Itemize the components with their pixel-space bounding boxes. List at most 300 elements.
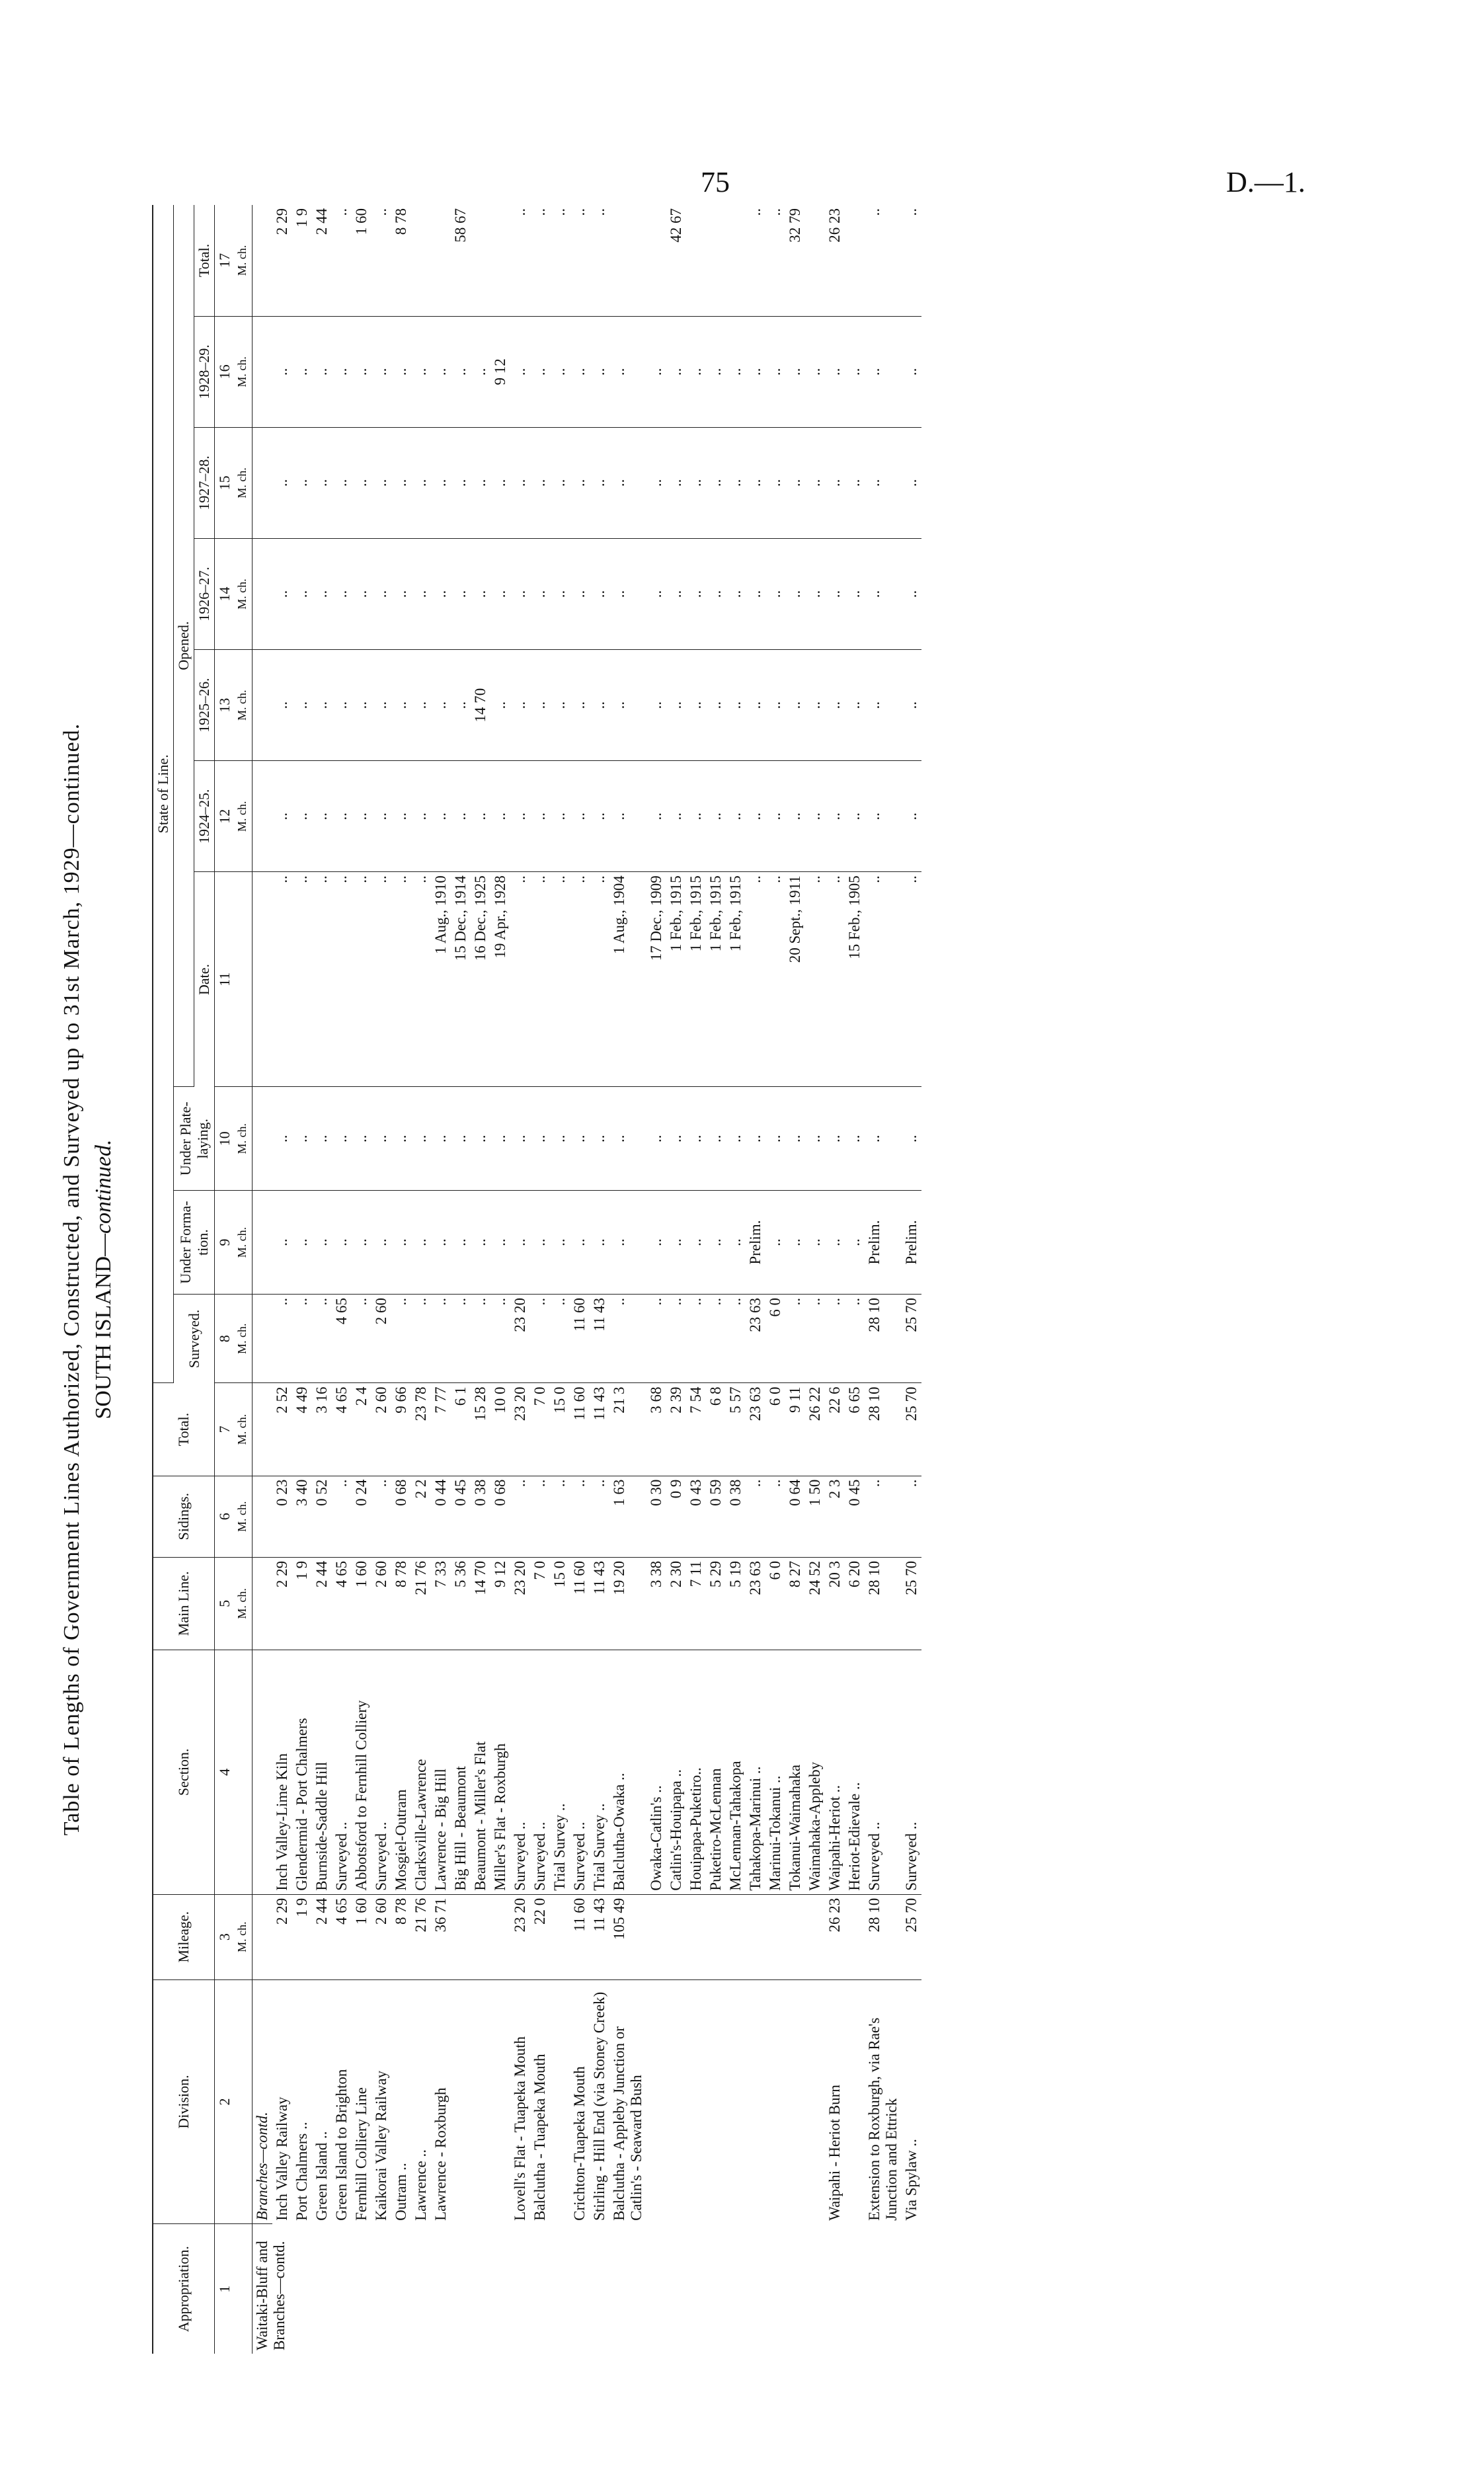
opened-1928-29-cell: .. <box>609 316 646 427</box>
opened-total-cell <box>726 205 746 316</box>
opened-1926-27-cell: .. <box>550 538 570 649</box>
opened-1924-25-cell: .. <box>805 761 825 872</box>
opened-1926-27-cell: .. <box>371 538 391 649</box>
total-cell: 11 60 <box>570 1383 590 1476</box>
opened-date-cell: 15 Dec., 1914 <box>451 872 471 1087</box>
surveyed-cell: 23 63 <box>746 1295 765 1383</box>
opened-1925-26-cell: .. <box>825 650 845 761</box>
mileage-cell <box>646 1894 666 1979</box>
table-row <box>902 205 921 2354</box>
opened-1927-28-cell: .. <box>332 427 352 538</box>
column-number-row <box>215 205 253 2354</box>
table-row <box>530 205 550 2354</box>
under-formation-cell: .. <box>570 1191 590 1295</box>
table-row <box>292 205 312 2354</box>
under-platelaying-cell: .. <box>570 1087 590 1191</box>
main-line-cell: 2 29 <box>272 1557 292 1650</box>
subtitle-continued: continued. <box>91 1139 116 1234</box>
table-row <box>371 205 391 2354</box>
opened-1928-29-cell: .. <box>312 316 332 427</box>
total-cell: 26 22 <box>805 1383 825 1476</box>
section-cell: Surveyed .. <box>570 1650 590 1894</box>
table-row <box>686 205 706 2354</box>
under-platelaying-cell: .. <box>451 1087 471 1191</box>
under-platelaying-cell: .. <box>825 1087 845 1191</box>
division-cell: Balclutha - Tuapeka Mouth <box>531 2054 548 2221</box>
opened-1925-26-cell: .. <box>570 650 590 761</box>
surveyed-cell: .. <box>726 1295 746 1383</box>
opened-1925-26-cell: .. <box>371 650 391 761</box>
division-cell <box>765 1979 785 2224</box>
division-cell: Extension to Roxburgh, via Rae's Junction and Ettrick <box>866 2017 900 2221</box>
table-subtitle <box>91 205 116 2354</box>
rotated-table-area <box>59 73 1421 2354</box>
opened-1924-25-cell: .. <box>371 761 391 872</box>
opened-date-cell: 17 Dec., 1909 <box>646 872 666 1087</box>
header-1926-27: 1926–27. <box>194 538 215 649</box>
opened-1925-26-cell: .. <box>391 650 411 761</box>
opened-1926-27-cell: .. <box>646 538 666 649</box>
table-row <box>666 205 686 2354</box>
section-cell: Beaumont - Miller's Flat <box>471 1650 490 1894</box>
opened-1926-27-cell: .. <box>765 538 785 649</box>
section-cell: McLennan-Tahakopa <box>726 1650 746 1894</box>
opened-1926-27-cell: .. <box>686 538 706 649</box>
sidings-cell: 0 45 <box>451 1476 471 1557</box>
under-platelaying-cell: .. <box>332 1087 352 1191</box>
opened-total-cell: .. <box>510 205 530 316</box>
column-number: 3 M. ch. <box>215 1894 253 1979</box>
section-cell: Trial Survey .. <box>590 1650 609 1894</box>
under-platelaying-cell: .. <box>272 1087 292 1191</box>
opened-1926-27-cell: .. <box>510 538 530 649</box>
opened-1927-28-cell: .. <box>609 427 646 538</box>
under-platelaying-cell: .. <box>352 1087 371 1191</box>
under-formation-cell: .. <box>471 1191 490 1295</box>
under-formation-cell: .. <box>845 1191 865 1295</box>
main-line-cell: 20 3 <box>825 1557 845 1650</box>
under-formation-cell: .. <box>352 1191 371 1295</box>
under-formation-cell: .. <box>609 1191 646 1295</box>
sidings-cell: 0 64 <box>785 1476 805 1557</box>
under-platelaying-cell: .. <box>785 1087 805 1191</box>
mileage-cell <box>746 1894 765 1979</box>
under-formation-cell: .. <box>805 1191 825 1295</box>
opened-1925-26-cell: .. <box>746 650 765 761</box>
under-platelaying-cell: .. <box>686 1087 706 1191</box>
opened-1927-28-cell: .. <box>371 427 391 538</box>
section-cell: Miller's Flat - Roxburgh <box>490 1650 510 1894</box>
opened-date-cell <box>253 872 273 1087</box>
opened-date-cell: 1 Feb., 1915 <box>686 872 706 1087</box>
surveyed-cell: 28 10 <box>865 1295 902 1383</box>
mileage-cell <box>706 1894 726 1979</box>
opened-1924-25-cell: .. <box>765 761 785 872</box>
opened-1926-27-cell: .. <box>471 538 490 649</box>
sidings-cell: 0 59 <box>706 1476 726 1557</box>
under-platelaying-cell: .. <box>371 1087 391 1191</box>
opened-total-cell: 42 67 <box>666 205 686 316</box>
total-cell: 28 10 <box>865 1383 902 1476</box>
surveyed-cell: 4 65 <box>332 1295 352 1383</box>
header-surveyed: Surveyed. <box>174 1295 215 1383</box>
mileage-cell <box>666 1894 686 1979</box>
sidings-cell: .. <box>765 1476 785 1557</box>
opened-date-cell: .. <box>530 872 550 1087</box>
under-formation-cell: .. <box>292 1191 312 1295</box>
sidings-cell: 0 38 <box>726 1476 746 1557</box>
subtitle-main: SOUTH ISLAND— <box>91 1234 116 1419</box>
sidings-cell: .. <box>590 1476 609 1557</box>
table-row <box>253 205 273 2354</box>
under-formation-cell: .. <box>272 1191 292 1295</box>
opened-1928-29-cell: .. <box>550 316 570 427</box>
table-row <box>609 205 646 2354</box>
opened-total-cell: .. <box>765 205 785 316</box>
surveyed-cell: 25 70 <box>902 1295 921 1383</box>
sidings-cell: 3 40 <box>292 1476 312 1557</box>
opened-1928-29-cell: .. <box>272 316 292 427</box>
mileage-cell: 22 0 <box>530 1894 550 1979</box>
opened-1927-28-cell: .. <box>490 427 510 538</box>
section-cell: Houipapa-Puketiro.. <box>686 1650 706 1894</box>
main-line-cell: 4 65 <box>332 1557 352 1650</box>
opened-total-cell: 58 67 <box>451 205 471 316</box>
surveyed-cell: .. <box>646 1295 666 1383</box>
opened-1928-29-cell: .. <box>785 316 805 427</box>
under-formation-cell: .. <box>825 1191 845 1295</box>
section-cell: Lawrence - Big Hill <box>431 1650 451 1894</box>
column-number: 10 M. ch. <box>215 1087 253 1191</box>
unit-label: M. ch. <box>235 1414 249 1445</box>
opened-1928-29-cell: .. <box>451 316 471 427</box>
unit-label: M. ch. <box>235 1226 249 1258</box>
opened-1925-26-cell: .. <box>411 650 431 761</box>
mileage-cell <box>785 1894 805 1979</box>
opened-1925-26-cell: .. <box>312 650 332 761</box>
opened-date-cell: 1 Feb., 1915 <box>666 872 686 1087</box>
opened-1924-25-cell: .. <box>530 761 550 872</box>
total-cell: 23 78 <box>411 1383 431 1476</box>
column-number: 6 M. ch. <box>215 1476 253 1557</box>
main-line-cell: 5 36 <box>451 1557 471 1650</box>
division-cell: Green Island to Brighton <box>333 2069 350 2221</box>
opened-1926-27-cell: .. <box>706 538 726 649</box>
under-formation-cell: .. <box>490 1191 510 1295</box>
sidings-cell: .. <box>371 1476 391 1557</box>
opened-1925-26-cell: .. <box>352 650 371 761</box>
opened-1924-25-cell: .. <box>706 761 726 872</box>
sidings-cell: 0 68 <box>391 1476 411 1557</box>
table-row <box>590 205 609 2354</box>
mileage-cell: 105 49 <box>609 1894 646 1979</box>
under-platelaying-cell: .. <box>411 1087 431 1191</box>
under-platelaying-cell: .. <box>312 1087 332 1191</box>
opened-1927-28-cell: .. <box>785 427 805 538</box>
under-platelaying-cell: .. <box>746 1087 765 1191</box>
under-platelaying-cell: .. <box>490 1087 510 1191</box>
opened-1926-27-cell: .. <box>391 538 411 649</box>
opened-1928-29-cell <box>253 316 273 427</box>
section-cell: Abbotsford to Fernhill Colliery <box>352 1650 371 1894</box>
table-row <box>550 205 570 2354</box>
division-cell <box>550 1979 570 2224</box>
under-formation-cell: .. <box>646 1191 666 1295</box>
column-number: 8 M. ch. <box>215 1295 253 1383</box>
section-cell: Waipahi-Heriot .. <box>825 1650 845 1894</box>
division-cell: Via Spylaw .. <box>903 2139 919 2221</box>
opened-1926-27-cell: .. <box>352 538 371 649</box>
opened-1924-25-cell: .. <box>865 761 902 872</box>
opened-1927-28-cell: .. <box>272 427 292 538</box>
division-cell: Lovell's Flat - Tuapeka Mouth <box>512 2036 528 2221</box>
opened-1926-27-cell: .. <box>312 538 332 649</box>
opened-1926-27-cell: .. <box>726 538 746 649</box>
opened-1925-26-cell: .. <box>646 650 666 761</box>
unit-label: M. ch. <box>235 467 249 499</box>
lengths-table <box>152 205 921 2354</box>
table-row <box>825 205 845 2354</box>
sidings-cell: 0 9 <box>666 1476 686 1557</box>
under-formation-cell: .. <box>686 1191 706 1295</box>
opened-1926-27-cell: .. <box>411 538 431 649</box>
under-platelaying-cell: .. <box>292 1087 312 1191</box>
mileage-cell <box>726 1894 746 1979</box>
main-line-cell: 5 19 <box>726 1557 746 1650</box>
main-line-cell <box>253 1557 273 1650</box>
unit-label: M. ch. <box>235 1123 249 1154</box>
table-row <box>785 205 805 2354</box>
opened-1926-27-cell: .. <box>785 538 805 649</box>
opened-total-cell <box>845 205 865 316</box>
opened-1925-26-cell: .. <box>332 650 352 761</box>
under-platelaying-cell: .. <box>865 1087 902 1191</box>
under-formation-cell: .. <box>785 1191 805 1295</box>
opened-1924-25-cell: .. <box>391 761 411 872</box>
table-row <box>510 205 530 2354</box>
opened-1926-27-cell: .. <box>590 538 609 649</box>
opened-1926-27-cell: .. <box>825 538 845 649</box>
main-line-cell: 23 20 <box>510 1557 530 1650</box>
header-opened: Opened. <box>174 205 194 1087</box>
opened-1926-27-cell: .. <box>292 538 312 649</box>
unit-label: M. ch. <box>235 356 249 387</box>
surveyed-cell: 23 20 <box>510 1295 530 1383</box>
opened-1924-25-cell: .. <box>646 761 666 872</box>
mileage-cell: 23 20 <box>510 1894 530 1979</box>
header-opened-total: Total. <box>194 205 215 316</box>
division-cell: Waipahi - Heriot Burn <box>826 2085 843 2221</box>
opened-date-cell: .. <box>510 872 530 1087</box>
header-under-formation: Under Forma-tion. <box>174 1191 215 1295</box>
sidings-cell: .. <box>510 1476 530 1557</box>
table-row <box>845 205 865 2354</box>
column-number: 1 <box>215 2224 253 2354</box>
header-sidings: Sidings. <box>153 1476 215 1557</box>
opened-1924-25-cell: .. <box>272 761 292 872</box>
division-cell <box>490 1979 510 2224</box>
opened-1928-29-cell: .. <box>706 316 726 427</box>
opened-1928-29-cell: .. <box>646 316 666 427</box>
opened-total-cell: .. <box>570 205 590 316</box>
sidings-cell: 1 50 <box>805 1476 825 1557</box>
main-line-cell: 9 12 <box>490 1557 510 1650</box>
opened-1927-28-cell: .. <box>746 427 765 538</box>
total-cell: 6 8 <box>706 1383 726 1476</box>
total-cell: 5 57 <box>726 1383 746 1476</box>
opened-total-cell <box>253 205 273 316</box>
opened-1926-27-cell: .. <box>609 538 646 649</box>
opened-1925-26-cell <box>253 650 273 761</box>
opened-1927-28-cell: .. <box>902 427 921 538</box>
surveyed-cell: .. <box>686 1295 706 1383</box>
opened-date-cell: 1 Aug., 1904 <box>609 872 646 1087</box>
opened-1927-28-cell: .. <box>550 427 570 538</box>
surveyed-cell: .. <box>292 1295 312 1383</box>
column-number: 5 M. ch. <box>215 1557 253 1650</box>
mileage-cell <box>471 1894 490 1979</box>
under-platelaying-cell: .. <box>666 1087 686 1191</box>
table-row <box>726 205 746 2354</box>
opened-1928-29-cell: .. <box>746 316 765 427</box>
opened-1925-26-cell: .. <box>292 650 312 761</box>
opened-1927-28-cell: .. <box>570 427 590 538</box>
division-cell <box>785 1979 805 2224</box>
mileage-cell: 2 60 <box>371 1894 391 1979</box>
under-platelaying-cell: .. <box>609 1087 646 1191</box>
table-row <box>352 205 371 2354</box>
opened-1927-28-cell: .. <box>352 427 371 538</box>
total-cell: 22 6 <box>825 1383 845 1476</box>
opened-1925-26-cell: .. <box>902 650 921 761</box>
appropriation-cell: Waitaki-Bluff and Branches—contd. <box>254 2241 288 2350</box>
section-cell: Tokanui-Waimahaka <box>785 1650 805 1894</box>
opened-1925-26-cell: .. <box>726 650 746 761</box>
under-formation-cell: .. <box>706 1191 726 1295</box>
under-formation-cell <box>253 1191 273 1295</box>
opened-total-cell <box>686 205 706 316</box>
opened-date-cell: 16 Dec., 1925 <box>471 872 490 1087</box>
mileage-cell: 36 71 <box>431 1894 451 1979</box>
opened-1924-25-cell: .. <box>471 761 490 872</box>
surveyed-cell: .. <box>805 1295 825 1383</box>
opened-1926-27-cell: .. <box>666 538 686 649</box>
section-cell: Heriot-Edievale .. <box>845 1650 865 1894</box>
sidings-cell: .. <box>332 1476 352 1557</box>
opened-1927-28-cell: .. <box>646 427 666 538</box>
section-cell: Tahakopa-Marinui .. <box>746 1650 765 1894</box>
opened-total-cell: .. <box>746 205 765 316</box>
opened-total-cell: 26 23 <box>825 205 845 316</box>
mileage-cell: 4 65 <box>332 1894 352 1979</box>
opened-1924-25-cell: .. <box>550 761 570 872</box>
opened-1924-25-cell <box>253 761 273 872</box>
sidings-cell: 0 38 <box>471 1476 490 1557</box>
surveyed-cell: .. <box>785 1295 805 1383</box>
opened-1925-26-cell: .. <box>765 650 785 761</box>
opened-date-cell: 1 Feb., 1915 <box>706 872 726 1087</box>
column-number: 2 <box>215 1979 253 2224</box>
opened-date-cell: 1 Feb., 1915 <box>726 872 746 1087</box>
under-platelaying-cell: .. <box>391 1087 411 1191</box>
opened-date-cell: .. <box>371 872 391 1087</box>
opened-1924-25-cell: .. <box>352 761 371 872</box>
main-line-cell: 3 38 <box>646 1557 666 1650</box>
under-formation-cell: .. <box>431 1191 451 1295</box>
under-formation-cell: .. <box>391 1191 411 1295</box>
main-line-cell: 24 52 <box>805 1557 825 1650</box>
section-cell: Marinui-Tokanui .. <box>765 1650 785 1894</box>
opened-date-cell: .. <box>825 872 845 1087</box>
table-row <box>805 205 825 2354</box>
opened-1924-25-cell: .. <box>686 761 706 872</box>
table-body <box>253 205 922 2354</box>
mileage-cell: 28 10 <box>865 1894 902 1979</box>
opened-total-cell: 2 29 <box>272 205 292 316</box>
unit-label: M. ch. <box>235 1588 249 1619</box>
division-cell: Kaikorai Valley Railway <box>373 2070 389 2221</box>
opened-date-cell: .. <box>391 872 411 1087</box>
surveyed-cell: .. <box>431 1295 451 1383</box>
opened-1924-25-cell: .. <box>785 761 805 872</box>
unit-label: M. ch. <box>235 1921 249 1952</box>
opened-date-cell: 20 Sept., 1911 <box>785 872 805 1087</box>
opened-1925-26-cell: .. <box>590 650 609 761</box>
main-line-cell: 1 60 <box>352 1557 371 1650</box>
table-title: Table of Lengths of Government Lines Authorized, Constructed, and Surveyed up to 31st March, 1929—continued. <box>59 723 84 1836</box>
main-line-cell: 1 9 <box>292 1557 312 1650</box>
under-platelaying-cell: .. <box>530 1087 550 1191</box>
opened-1927-28-cell: .. <box>530 427 550 538</box>
opened-1928-29-cell: .. <box>332 316 352 427</box>
total-cell: 7 0 <box>530 1383 550 1476</box>
opened-total-cell: 1 9 <box>292 205 312 316</box>
opened-total-cell: 2 44 <box>312 205 332 316</box>
mileage-cell <box>686 1894 706 1979</box>
main-line-cell: 19 20 <box>609 1557 646 1650</box>
division-cell <box>726 1979 746 2224</box>
opened-1925-26-cell: .. <box>451 650 471 761</box>
section-cell: Inch Valley-Lime Kiln <box>272 1650 292 1894</box>
opened-1928-29-cell: .. <box>666 316 686 427</box>
total-cell: 4 65 <box>332 1383 352 1476</box>
opened-1925-26-cell: .. <box>845 650 865 761</box>
division-cell: Branches—contd. <box>253 1979 273 2224</box>
main-line-cell: 6 0 <box>765 1557 785 1650</box>
section-cell <box>253 1650 273 1894</box>
section-cell: Surveyed .. <box>371 1650 391 1894</box>
opened-1924-25-cell: .. <box>312 761 332 872</box>
surveyed-cell: .. <box>550 1295 570 1383</box>
table-row <box>706 205 726 2354</box>
table-row <box>865 205 902 2354</box>
mileage-cell <box>253 1894 273 1979</box>
under-platelaying-cell: .. <box>646 1087 666 1191</box>
opened-date-cell: .. <box>312 872 332 1087</box>
opened-1926-27-cell: .. <box>332 538 352 649</box>
opened-total-cell: .. <box>530 205 550 316</box>
mileage-cell: 2 44 <box>312 1894 332 1979</box>
division-cell <box>845 1979 865 2224</box>
opened-1928-29-cell: .. <box>471 316 490 427</box>
page-number: 75 <box>701 166 730 198</box>
opened-1925-26-cell: .. <box>550 650 570 761</box>
column-number: 16 M. ch. <box>215 316 253 427</box>
under-platelaying-cell: .. <box>706 1087 726 1191</box>
surveyed-cell: 11 43 <box>590 1295 609 1383</box>
opened-total-cell <box>431 205 451 316</box>
opened-total-cell: 32 79 <box>785 205 805 316</box>
